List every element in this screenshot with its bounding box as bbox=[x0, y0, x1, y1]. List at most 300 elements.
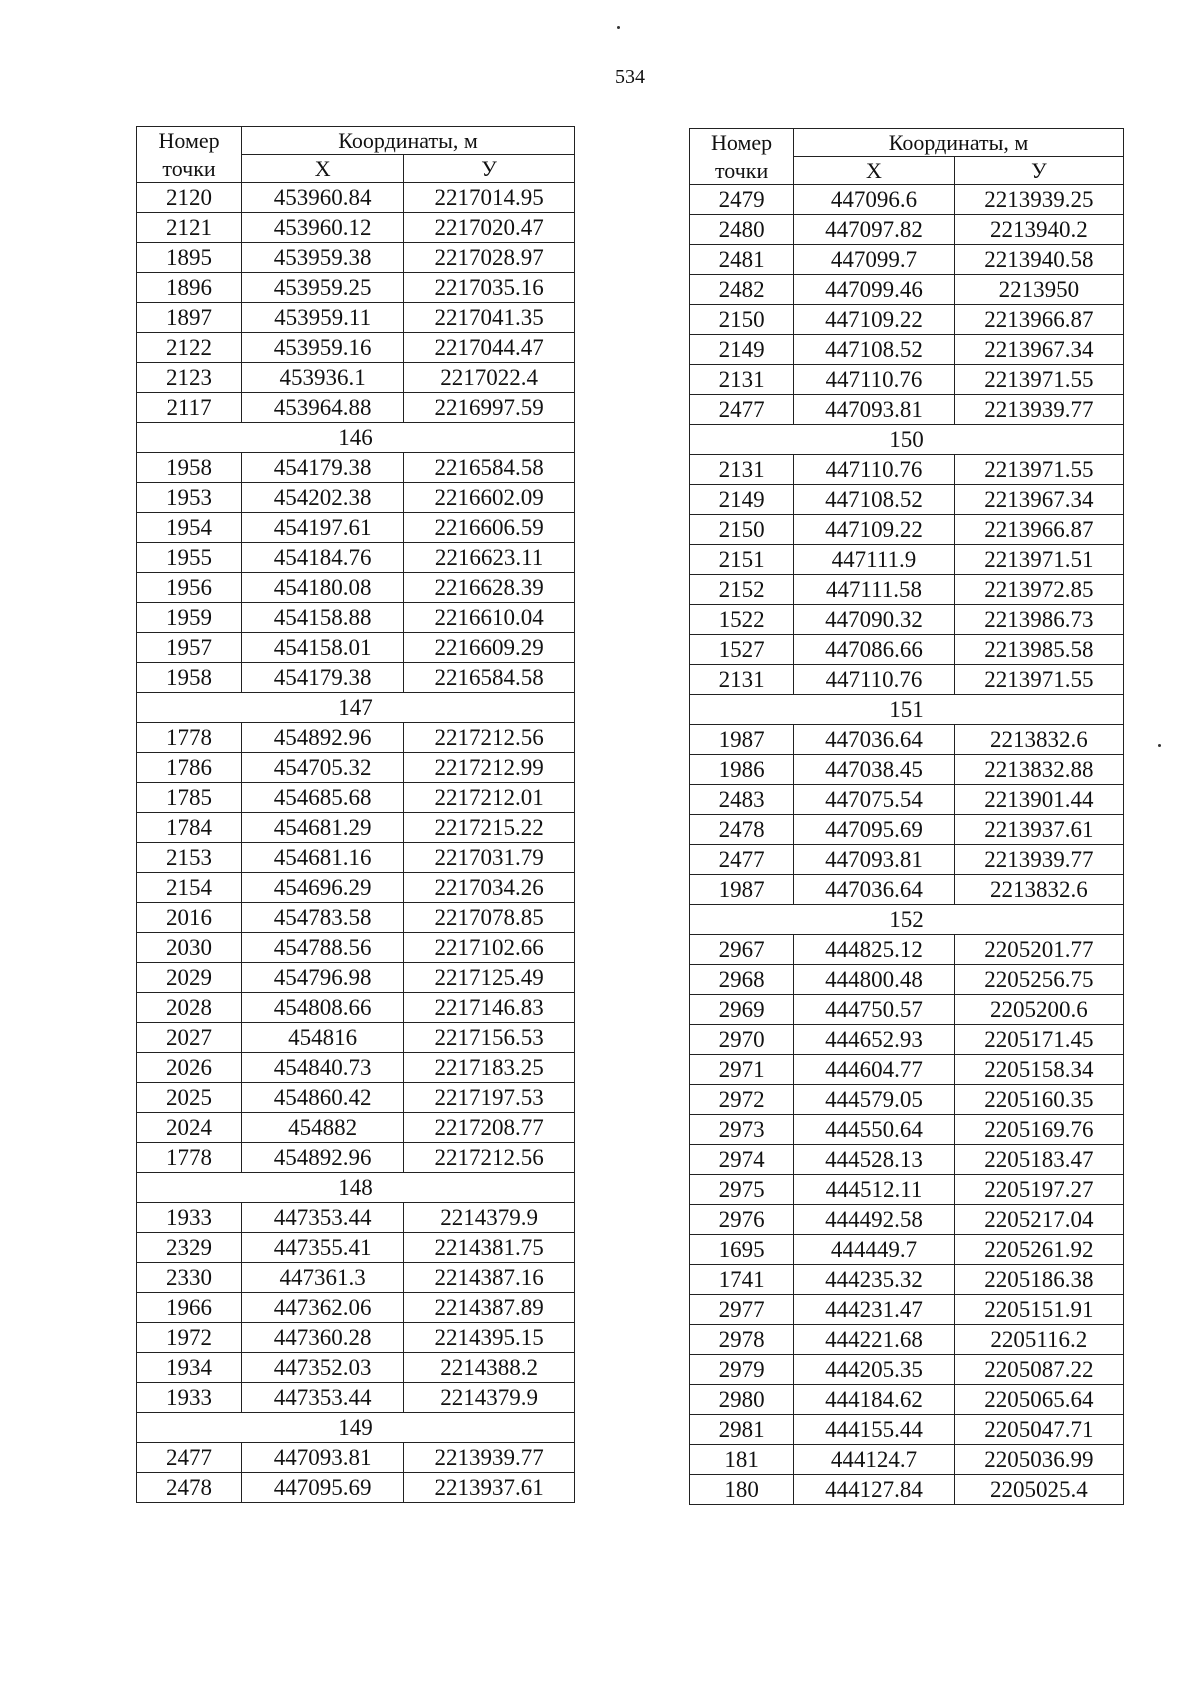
point-number-header-line2: точки bbox=[690, 157, 794, 185]
y-coordinate-cell: 2214379.9 bbox=[404, 1383, 575, 1413]
table-row bbox=[137, 1443, 575, 1473]
point-number-cell: 180 bbox=[690, 1475, 794, 1505]
y-coordinate-cell: 2213971.55 bbox=[954, 365, 1123, 395]
y-coordinate-cell: 2217014.95 bbox=[404, 183, 575, 213]
point-number-cell: 1784 bbox=[137, 813, 242, 843]
point-number-cell: 2969 bbox=[690, 995, 794, 1025]
table-row bbox=[690, 1475, 1124, 1505]
table-row bbox=[690, 1085, 1124, 1115]
y-coordinate-cell: 2217212.56 bbox=[404, 723, 575, 753]
table-row bbox=[690, 1265, 1124, 1295]
point-number-cell: 2978 bbox=[690, 1325, 794, 1355]
table-row bbox=[137, 1083, 575, 1113]
table-row bbox=[137, 663, 575, 693]
y-coordinate-cell: 2217035.16 bbox=[404, 273, 575, 303]
point-number-cell: 2478 bbox=[690, 815, 794, 845]
y-coordinate-cell: 2205065.64 bbox=[954, 1385, 1123, 1415]
x-column-header: X bbox=[794, 157, 955, 185]
point-number-cell: 2153 bbox=[137, 843, 242, 873]
y-coordinate-cell: 2205151.91 bbox=[954, 1295, 1123, 1325]
table-row bbox=[690, 365, 1124, 395]
point-number-cell: 2977 bbox=[690, 1295, 794, 1325]
y-coordinate-cell: 2216584.58 bbox=[404, 453, 575, 483]
y-coordinate-cell: 2205158.34 bbox=[954, 1055, 1123, 1085]
point-number-cell: 2981 bbox=[690, 1415, 794, 1445]
x-coordinate-cell: 454783.58 bbox=[242, 903, 404, 933]
coordinates-table-left bbox=[136, 126, 575, 1503]
polygon-group-row bbox=[137, 1173, 575, 1203]
point-number-cell: 181 bbox=[690, 1445, 794, 1475]
polygon-group-row bbox=[137, 423, 575, 453]
point-number-cell: 1972 bbox=[137, 1323, 242, 1353]
y-coordinate-cell: 2213940.58 bbox=[954, 245, 1123, 275]
table-row bbox=[690, 1025, 1124, 1055]
table-row bbox=[137, 1263, 575, 1293]
x-coordinate-cell: 447093.81 bbox=[794, 395, 955, 425]
x-coordinate-cell: 447090.32 bbox=[794, 605, 955, 635]
x-coordinate-cell: 454816 bbox=[242, 1023, 404, 1053]
x-coordinate-cell: 447075.54 bbox=[794, 785, 955, 815]
point-number-header: Номер bbox=[137, 127, 242, 155]
x-coordinate-cell: 447096.6 bbox=[794, 185, 955, 215]
y-coordinate-cell: 2216602.09 bbox=[404, 483, 575, 513]
point-number-cell: 2027 bbox=[137, 1023, 242, 1053]
x-coordinate-cell: 447108.52 bbox=[794, 485, 955, 515]
coordinates-table-left-body bbox=[137, 183, 575, 1503]
polygon-number: 147 bbox=[137, 693, 575, 723]
x-coordinate-cell: 454796.98 bbox=[242, 963, 404, 993]
x-coordinate-cell: 454882 bbox=[242, 1113, 404, 1143]
point-number-cell: 2975 bbox=[690, 1175, 794, 1205]
y-coordinate-cell: 2205217.04 bbox=[954, 1205, 1123, 1235]
table-row bbox=[137, 903, 575, 933]
point-number-cell: 2117 bbox=[137, 393, 242, 423]
x-coordinate-cell: 447099.46 bbox=[794, 275, 955, 305]
polygon-number: 151 bbox=[690, 695, 1124, 725]
x-coordinate-cell: 444579.05 bbox=[794, 1085, 955, 1115]
point-number-cell: 1933 bbox=[137, 1383, 242, 1413]
y-coordinate-cell: 2213937.61 bbox=[404, 1473, 575, 1503]
x-coordinate-cell: 447361.3 bbox=[242, 1263, 404, 1293]
y-coordinate-cell: 2217034.26 bbox=[404, 873, 575, 903]
point-number-cell: 2972 bbox=[690, 1085, 794, 1115]
table-row bbox=[137, 543, 575, 573]
point-number-cell: 2150 bbox=[690, 515, 794, 545]
table-row bbox=[137, 333, 575, 363]
table-row bbox=[690, 1445, 1124, 1475]
x-coordinate-cell: 454705.32 bbox=[242, 753, 404, 783]
table-row bbox=[137, 1353, 575, 1383]
y-coordinate-cell: 2217020.47 bbox=[404, 213, 575, 243]
x-coordinate-cell: 447095.69 bbox=[794, 815, 955, 845]
point-number-cell: 1956 bbox=[137, 573, 242, 603]
table-row bbox=[137, 723, 575, 753]
point-number-cell: 2976 bbox=[690, 1205, 794, 1235]
table-row bbox=[690, 815, 1124, 845]
y-coordinate-cell: 2205169.76 bbox=[954, 1115, 1123, 1145]
table-row bbox=[690, 455, 1124, 485]
point-number-cell: 2151 bbox=[690, 545, 794, 575]
x-coordinate-cell: 444825.12 bbox=[794, 935, 955, 965]
y-coordinate-cell: 2205183.47 bbox=[954, 1145, 1123, 1175]
point-number-cell: 2123 bbox=[137, 363, 242, 393]
polygon-number: 152 bbox=[690, 905, 1124, 935]
table-row bbox=[137, 1203, 575, 1233]
x-coordinate-cell: 447036.64 bbox=[794, 725, 955, 755]
table-row bbox=[137, 873, 575, 903]
x-coordinate-cell: 454892.96 bbox=[242, 723, 404, 753]
y-coordinate-cell: 2213832.6 bbox=[954, 875, 1123, 905]
x-coordinate-cell: 447109.22 bbox=[794, 515, 955, 545]
y-coordinate-cell: 2216584.58 bbox=[404, 663, 575, 693]
y-coordinate-cell: 2217215.22 bbox=[404, 813, 575, 843]
y-coordinate-cell: 2205087.22 bbox=[954, 1355, 1123, 1385]
y-coordinate-cell: 2216628.39 bbox=[404, 573, 575, 603]
y-coordinate-cell: 2217212.99 bbox=[404, 753, 575, 783]
table-row bbox=[137, 1113, 575, 1143]
y-coordinate-cell: 2217197.53 bbox=[404, 1083, 575, 1113]
x-coordinate-cell: 454681.29 bbox=[242, 813, 404, 843]
x-coordinate-cell: 444512.11 bbox=[794, 1175, 955, 1205]
x-coordinate-cell: 453936.1 bbox=[242, 363, 404, 393]
table-row bbox=[690, 1415, 1124, 1445]
point-number-cell: 1987 bbox=[690, 725, 794, 755]
point-number-cell: 1958 bbox=[137, 663, 242, 693]
point-number-cell: 2025 bbox=[137, 1083, 242, 1113]
table-row bbox=[137, 483, 575, 513]
y-coordinate-cell: 2213967.34 bbox=[954, 335, 1123, 365]
y-coordinate-cell: 2205171.45 bbox=[954, 1025, 1123, 1055]
y-coordinate-cell: 2213832.88 bbox=[954, 755, 1123, 785]
table-row bbox=[137, 1053, 575, 1083]
x-coordinate-cell: 454184.76 bbox=[242, 543, 404, 573]
point-number-cell: 2974 bbox=[690, 1145, 794, 1175]
table-row bbox=[690, 875, 1124, 905]
table-row bbox=[690, 1385, 1124, 1415]
x-coordinate-cell: 447110.76 bbox=[794, 665, 955, 695]
point-number-cell: 1986 bbox=[690, 755, 794, 785]
table-row bbox=[690, 245, 1124, 275]
y-coordinate-cell: 2213966.87 bbox=[954, 305, 1123, 335]
polygon-number: 148 bbox=[137, 1173, 575, 1203]
point-number-cell: 2330 bbox=[137, 1263, 242, 1293]
x-coordinate-cell: 453964.88 bbox=[242, 393, 404, 423]
y-coordinate-cell: 2213971.51 bbox=[954, 545, 1123, 575]
point-number-cell: 2967 bbox=[690, 935, 794, 965]
table-row bbox=[137, 513, 575, 543]
table-row bbox=[690, 485, 1124, 515]
coordinates-header: Координаты, м bbox=[242, 127, 575, 155]
y-coordinate-cell: 2205256.75 bbox=[954, 965, 1123, 995]
x-coordinate-cell: 447360.28 bbox=[242, 1323, 404, 1353]
table-row bbox=[137, 1293, 575, 1323]
table-row bbox=[690, 725, 1124, 755]
table-row bbox=[690, 545, 1124, 575]
point-number-cell: 1741 bbox=[690, 1265, 794, 1295]
point-number-cell: 1934 bbox=[137, 1353, 242, 1383]
table-row bbox=[690, 1205, 1124, 1235]
y-coordinate-cell: 2217044.47 bbox=[404, 333, 575, 363]
x-coordinate-cell: 447036.64 bbox=[794, 875, 955, 905]
table-row bbox=[690, 965, 1124, 995]
point-number-cell: 1954 bbox=[137, 513, 242, 543]
x-coordinate-cell: 444221.68 bbox=[794, 1325, 955, 1355]
x-coordinate-cell: 444184.62 bbox=[794, 1385, 955, 1415]
x-coordinate-cell: 447093.81 bbox=[794, 845, 955, 875]
x-coordinate-cell: 454158.88 bbox=[242, 603, 404, 633]
y-coordinate-cell: 2205160.35 bbox=[954, 1085, 1123, 1115]
y-coordinate-cell: 2214387.16 bbox=[404, 1263, 575, 1293]
point-number-cell: 2122 bbox=[137, 333, 242, 363]
x-coordinate-cell: 447109.22 bbox=[794, 305, 955, 335]
point-number-cell: 2979 bbox=[690, 1355, 794, 1385]
x-coordinate-cell: 453960.84 bbox=[242, 183, 404, 213]
point-number-cell: 2329 bbox=[137, 1233, 242, 1263]
x-coordinate-cell: 454860.42 bbox=[242, 1083, 404, 1113]
table-row bbox=[690, 845, 1124, 875]
table-row bbox=[137, 1473, 575, 1503]
table-row bbox=[137, 783, 575, 813]
point-number-cell: 2029 bbox=[137, 963, 242, 993]
x-coordinate-cell: 444235.32 bbox=[794, 1265, 955, 1295]
table-row bbox=[690, 1355, 1124, 1385]
y-coordinate-cell: 2213940.2 bbox=[954, 215, 1123, 245]
x-coordinate-cell: 453959.38 bbox=[242, 243, 404, 273]
point-number-cell: 2970 bbox=[690, 1025, 794, 1055]
point-number-cell: 2482 bbox=[690, 275, 794, 305]
y-coordinate-cell: 2217156.53 bbox=[404, 1023, 575, 1053]
x-coordinate-cell: 447108.52 bbox=[794, 335, 955, 365]
y-coordinate-cell: 2205047.71 bbox=[954, 1415, 1123, 1445]
x-coordinate-cell: 454788.56 bbox=[242, 933, 404, 963]
y-coordinate-cell: 2216606.59 bbox=[404, 513, 575, 543]
scan-speck bbox=[1158, 744, 1161, 747]
x-coordinate-cell: 447111.9 bbox=[794, 545, 955, 575]
point-number-cell: 1953 bbox=[137, 483, 242, 513]
y-coordinate-cell: 2213939.77 bbox=[954, 395, 1123, 425]
y-coordinate-cell: 2205201.77 bbox=[954, 935, 1123, 965]
point-number-cell: 2973 bbox=[690, 1115, 794, 1145]
table-row bbox=[690, 1325, 1124, 1355]
x-coordinate-cell: 454202.38 bbox=[242, 483, 404, 513]
y-coordinate-cell: 2214395.15 bbox=[404, 1323, 575, 1353]
x-coordinate-cell: 444492.58 bbox=[794, 1205, 955, 1235]
y-coordinate-cell: 2213966.87 bbox=[954, 515, 1123, 545]
point-number-cell: 2477 bbox=[690, 845, 794, 875]
y-coordinate-cell: 2205025.4 bbox=[954, 1475, 1123, 1505]
table-row bbox=[690, 185, 1124, 215]
y-coordinate-cell: 2217102.66 bbox=[404, 933, 575, 963]
x-coordinate-cell: 447097.82 bbox=[794, 215, 955, 245]
table-row bbox=[137, 573, 575, 603]
x-coordinate-cell: 444528.13 bbox=[794, 1145, 955, 1175]
x-coordinate-cell: 447353.44 bbox=[242, 1383, 404, 1413]
y-coordinate-cell: 2205261.92 bbox=[954, 1235, 1123, 1265]
point-number-cell: 2026 bbox=[137, 1053, 242, 1083]
table-row bbox=[690, 605, 1124, 635]
y-coordinate-cell: 2216997.59 bbox=[404, 393, 575, 423]
y-coordinate-cell: 2217078.85 bbox=[404, 903, 575, 933]
table-row bbox=[137, 393, 575, 423]
y-coordinate-cell: 2213832.6 bbox=[954, 725, 1123, 755]
y-column-header: У bbox=[954, 157, 1123, 185]
table-row bbox=[690, 995, 1124, 1025]
point-number-cell: 2121 bbox=[137, 213, 242, 243]
table-row bbox=[690, 935, 1124, 965]
x-coordinate-cell: 453959.25 bbox=[242, 273, 404, 303]
table-row bbox=[137, 963, 575, 993]
point-number-cell: 1958 bbox=[137, 453, 242, 483]
y-coordinate-cell: 2213972.85 bbox=[954, 575, 1123, 605]
y-coordinate-cell: 2213901.44 bbox=[954, 785, 1123, 815]
x-coordinate-cell: 447353.44 bbox=[242, 1203, 404, 1233]
table-row bbox=[137, 213, 575, 243]
point-number-cell: 2968 bbox=[690, 965, 794, 995]
table-row bbox=[690, 1055, 1124, 1085]
point-number-cell: 2152 bbox=[690, 575, 794, 605]
table-row bbox=[137, 843, 575, 873]
table-row bbox=[690, 1295, 1124, 1325]
x-coordinate-cell: 447099.7 bbox=[794, 245, 955, 275]
x-coordinate-cell: 454681.16 bbox=[242, 843, 404, 873]
point-number-cell: 2028 bbox=[137, 993, 242, 1023]
table-row bbox=[137, 633, 575, 663]
x-coordinate-cell: 454158.01 bbox=[242, 633, 404, 663]
y-coordinate-cell: 2216623.11 bbox=[404, 543, 575, 573]
x-coordinate-cell: 447111.58 bbox=[794, 575, 955, 605]
table-row bbox=[137, 1233, 575, 1263]
coordinates-table-right-body bbox=[690, 185, 1124, 1505]
polygon-group-row bbox=[690, 425, 1124, 455]
table-row bbox=[690, 395, 1124, 425]
y-coordinate-cell: 2214388.2 bbox=[404, 1353, 575, 1383]
table-row bbox=[137, 1143, 575, 1173]
table-row bbox=[137, 993, 575, 1023]
table-row bbox=[137, 183, 575, 213]
point-number-cell: 1897 bbox=[137, 303, 242, 333]
x-coordinate-cell: 447355.41 bbox=[242, 1233, 404, 1263]
x-coordinate-cell: 454696.29 bbox=[242, 873, 404, 903]
x-coordinate-cell: 454179.38 bbox=[242, 663, 404, 693]
x-coordinate-cell: 454808.66 bbox=[242, 993, 404, 1023]
y-coordinate-cell: 2213939.25 bbox=[954, 185, 1123, 215]
table-row bbox=[690, 1115, 1124, 1145]
x-coordinate-cell: 444652.93 bbox=[794, 1025, 955, 1055]
point-number-cell: 2030 bbox=[137, 933, 242, 963]
table-row bbox=[690, 215, 1124, 245]
point-number-cell: 1778 bbox=[137, 1143, 242, 1173]
point-number-cell: 1896 bbox=[137, 273, 242, 303]
x-coordinate-cell: 447352.03 bbox=[242, 1353, 404, 1383]
x-coordinate-cell: 444205.35 bbox=[794, 1355, 955, 1385]
x-coordinate-cell: 444604.77 bbox=[794, 1055, 955, 1085]
page-number: 534 bbox=[615, 66, 645, 88]
y-coordinate-cell: 2213986.73 bbox=[954, 605, 1123, 635]
point-number-cell: 1933 bbox=[137, 1203, 242, 1233]
coordinates-header: Координаты, м bbox=[794, 129, 1124, 157]
point-number-cell: 1959 bbox=[137, 603, 242, 633]
point-number-cell: 2478 bbox=[137, 1473, 242, 1503]
x-coordinate-cell: 453959.16 bbox=[242, 333, 404, 363]
table-row bbox=[137, 813, 575, 843]
y-coordinate-cell: 2217022.4 bbox=[404, 363, 575, 393]
point-number-cell: 1785 bbox=[137, 783, 242, 813]
y-coordinate-cell: 2213985.58 bbox=[954, 635, 1123, 665]
x-coordinate-cell: 454180.08 bbox=[242, 573, 404, 603]
point-number-cell: 2477 bbox=[690, 395, 794, 425]
table-row bbox=[690, 575, 1124, 605]
point-number-cell: 2131 bbox=[690, 365, 794, 395]
x-coordinate-cell: 447095.69 bbox=[242, 1473, 404, 1503]
table-row bbox=[137, 753, 575, 783]
x-coordinate-cell: 454179.38 bbox=[242, 453, 404, 483]
y-coordinate-cell: 2217208.77 bbox=[404, 1113, 575, 1143]
x-coordinate-cell: 444449.7 bbox=[794, 1235, 955, 1265]
table-row bbox=[137, 603, 575, 633]
x-coordinate-cell: 454685.68 bbox=[242, 783, 404, 813]
y-column-header: У bbox=[404, 155, 575, 183]
point-number-cell: 2480 bbox=[690, 215, 794, 245]
x-coordinate-cell: 453959.11 bbox=[242, 303, 404, 333]
y-coordinate-cell: 2217028.97 bbox=[404, 243, 575, 273]
x-coordinate-cell: 444800.48 bbox=[794, 965, 955, 995]
y-coordinate-cell: 2217146.83 bbox=[404, 993, 575, 1023]
table-row bbox=[690, 1145, 1124, 1175]
y-coordinate-cell: 2216610.04 bbox=[404, 603, 575, 633]
table-row bbox=[690, 665, 1124, 695]
table-row bbox=[690, 785, 1124, 815]
x-coordinate-cell: 447362.06 bbox=[242, 1293, 404, 1323]
polygon-number: 149 bbox=[137, 1413, 575, 1443]
point-number-cell: 2120 bbox=[137, 183, 242, 213]
y-coordinate-cell: 2217183.25 bbox=[404, 1053, 575, 1083]
x-coordinate-cell: 454840.73 bbox=[242, 1053, 404, 1083]
point-number-cell: 2149 bbox=[690, 485, 794, 515]
polygon-group-row bbox=[137, 1413, 575, 1443]
table-row bbox=[137, 1023, 575, 1053]
y-coordinate-cell: 2217125.49 bbox=[404, 963, 575, 993]
point-number-cell: 1695 bbox=[690, 1235, 794, 1265]
point-number-cell: 2481 bbox=[690, 245, 794, 275]
scan-speck bbox=[617, 26, 620, 29]
y-coordinate-cell: 2214387.89 bbox=[404, 1293, 575, 1323]
point-number-cell: 2149 bbox=[690, 335, 794, 365]
point-number-cell: 2150 bbox=[690, 305, 794, 335]
x-coordinate-cell: 444550.64 bbox=[794, 1115, 955, 1145]
y-coordinate-cell: 2205116.2 bbox=[954, 1325, 1123, 1355]
table-row bbox=[690, 1175, 1124, 1205]
point-number-cell: 2479 bbox=[690, 185, 794, 215]
point-number-cell: 2024 bbox=[137, 1113, 242, 1143]
table-row bbox=[690, 305, 1124, 335]
polygon-number: 150 bbox=[690, 425, 1124, 455]
y-coordinate-cell: 2213950 bbox=[954, 275, 1123, 305]
table-row bbox=[137, 243, 575, 273]
point-number-cell: 1987 bbox=[690, 875, 794, 905]
y-coordinate-cell: 2205200.6 bbox=[954, 995, 1123, 1025]
table-row bbox=[137, 453, 575, 483]
y-coordinate-cell: 2213937.61 bbox=[954, 815, 1123, 845]
point-number-cell: 2131 bbox=[690, 665, 794, 695]
x-coordinate-cell: 447093.81 bbox=[242, 1443, 404, 1473]
x-coordinate-cell: 447110.76 bbox=[794, 365, 955, 395]
y-coordinate-cell: 2205197.27 bbox=[954, 1175, 1123, 1205]
y-coordinate-cell: 2217041.35 bbox=[404, 303, 575, 333]
table-row bbox=[690, 275, 1124, 305]
table-row bbox=[690, 1235, 1124, 1265]
table-row bbox=[690, 755, 1124, 785]
y-coordinate-cell: 2217031.79 bbox=[404, 843, 575, 873]
